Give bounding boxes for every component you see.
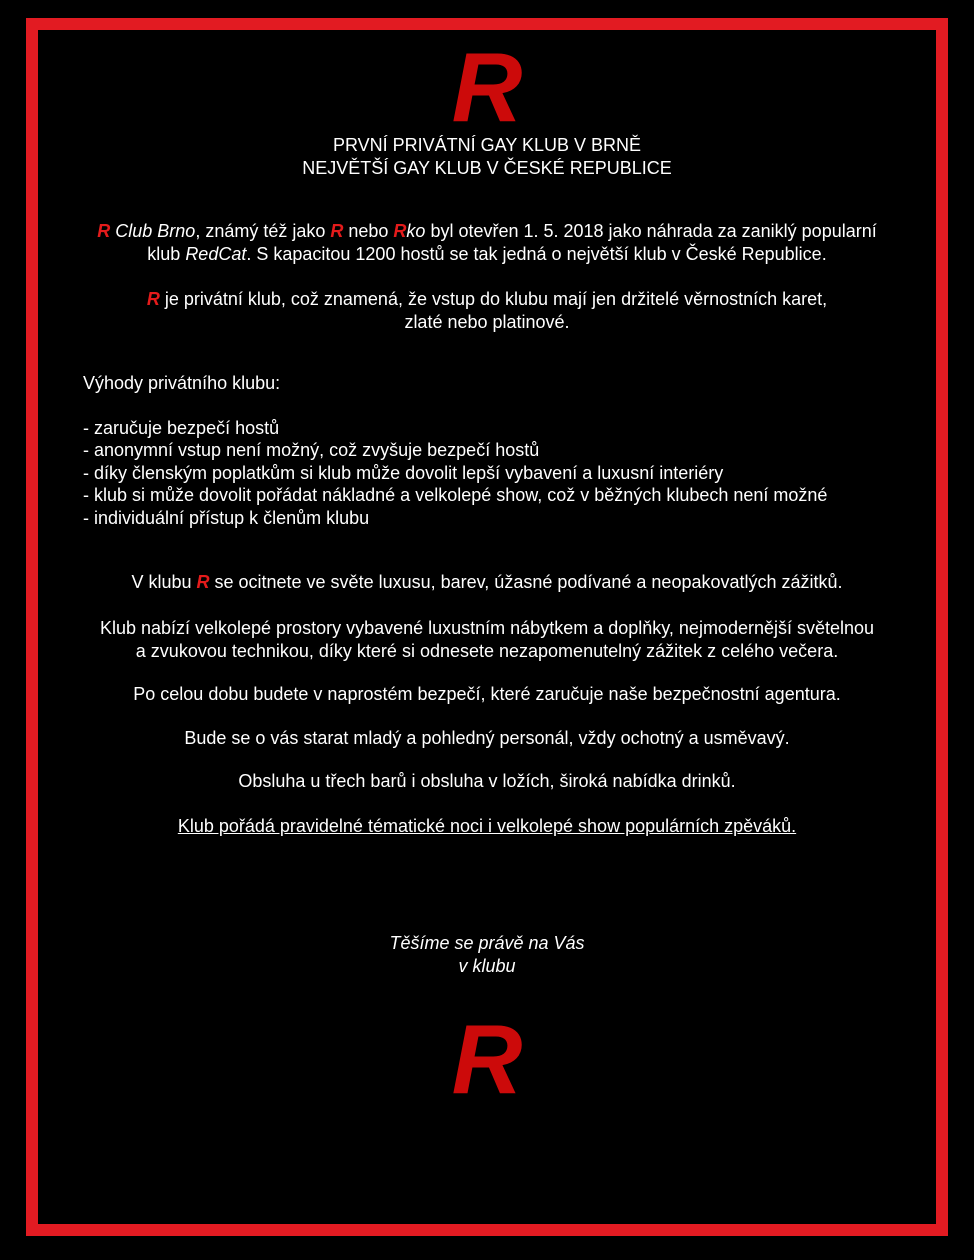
benefit-item: - klub si může dovolit pořádat nákladné a velkolepé show, což v běžných klubech není možné: [83, 485, 828, 505]
luxury-text: V klubu: [131, 572, 197, 592]
luxury-text: se ocitnete ve světe luxusu, barev, úžasné podívané a neopakovatlých zážitků.: [209, 572, 843, 592]
benefit-item: - anonymní vstup není možný, což zvyšuje bezpečí hostů: [83, 440, 540, 460]
r-mark: R: [330, 221, 344, 241]
private-line-1: [0, 288, 974, 311]
intro-text: , známý též jako: [195, 221, 331, 241]
rko-suffix: ko: [406, 221, 426, 241]
intro-text: . S kapacitou 1200 hostů se tak jedná o největší klub v České Republice.: [246, 244, 827, 264]
headline: [0, 134, 974, 180]
redcat-name: RedCat: [185, 244, 247, 264]
bars-paragraph: Obsluha u třech barů i obsluha v ložích, široká nabídka drinků.: [238, 771, 736, 791]
intro-text: nebo: [343, 221, 394, 241]
private-text: je privátní klub, což znamená, že vstup do klubu mají jen držitelé věrnostních karet,: [159, 289, 828, 309]
club-logo-bottom: R: [451, 1004, 523, 1114]
closing-message: [0, 932, 974, 978]
benefits-title: Výhody privátního klubu:: [83, 373, 281, 393]
private-club-paragraph: [0, 288, 974, 334]
benefits-list: [83, 417, 923, 530]
club-name: Club Brno: [110, 221, 196, 241]
events-paragraph: [0, 815, 974, 838]
r-mark: R: [97, 221, 111, 241]
intro-paragraph: [0, 220, 974, 266]
club-logo-top: R: [451, 32, 523, 142]
luxury-paragraph: [0, 571, 974, 594]
spaces-line-1: Klub nabízí velkolepé prostory vybavené luxustním nábytkem a doplňky, nejmodernější světelnou: [99, 618, 875, 638]
intro-line-2: [0, 243, 974, 266]
private-line-2: zlaté nebo platinové.: [404, 312, 570, 332]
r-mark: R: [196, 572, 210, 592]
r-mark: R: [146, 289, 160, 309]
intro-line-1: [0, 220, 974, 243]
intro-text: klub: [147, 244, 186, 264]
events-link[interactable]: Klub pořádá pravidelné tématické noci i velkolepé show populárních zpěváků.: [177, 816, 797, 836]
benefit-item: - zaručuje bezpečí hostů: [83, 417, 280, 438]
intro-text: byl otevřen 1. 5. 2018 jako náhrada za zaniklý popularní: [425, 221, 877, 241]
spaces-paragraph: [0, 617, 974, 663]
security-paragraph: Po celou dobu budete v naprostém bezpečí, které zaručuje naše bezpečnostní agentura.: [133, 684, 841, 704]
closing-line-1: Těšíme se právě na Vás: [389, 933, 585, 953]
benefit-item: - individuální přístup k členům klubu: [83, 507, 370, 528]
spaces-line-2: a zvukovou technikou, díky které si odnesete nezapomenutelný zážitek z celého večera.: [135, 641, 839, 661]
headline-line-2: NEJVĚTŠÍ GAY KLUB V ČESKÉ REPUBLICE: [302, 158, 672, 178]
headline-line-1: PRVNÍ PRIVÁTNÍ GAY KLUB V BRNĚ: [332, 135, 642, 155]
staff-paragraph: Bude se o vás starat mladý a pohledný personál, vždy ochotný a usměvavý.: [184, 728, 790, 748]
closing-line-2: v klubu: [458, 956, 516, 976]
benefits-section: [83, 372, 923, 529]
r-mark: R: [393, 221, 407, 241]
benefit-item: - díky členským poplatkům si klub může dovolit lepší vybavení a luxusní interiéry: [83, 462, 724, 483]
